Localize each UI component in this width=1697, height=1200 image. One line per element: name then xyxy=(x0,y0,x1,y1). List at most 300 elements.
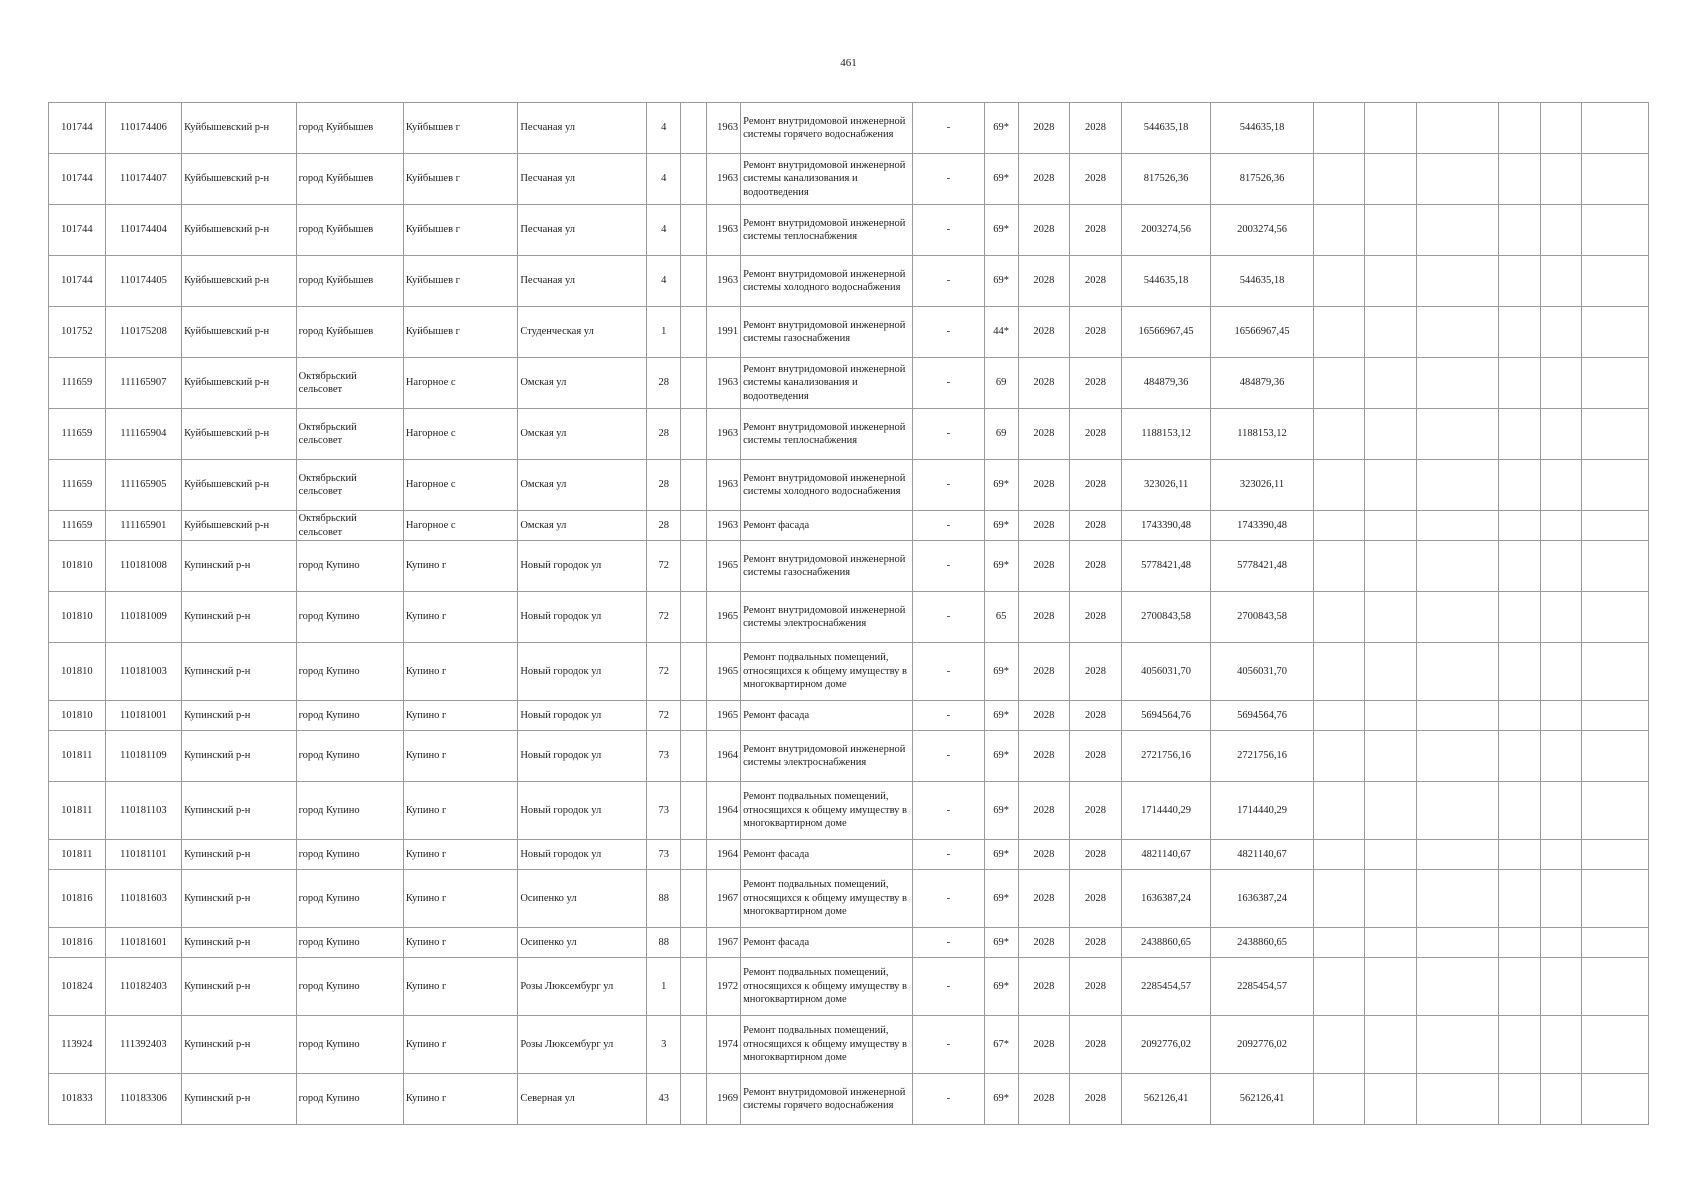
table-cell: 72 xyxy=(647,592,681,643)
table-cell: 1188153,12 xyxy=(1211,409,1313,460)
table-cell: 5694564,76 xyxy=(1121,701,1211,731)
table-cell: 110174405 xyxy=(105,256,181,307)
table-cell: 5778421,48 xyxy=(1211,541,1313,592)
table-cell: Ремонт внутридомовой инженерной системы электроснабжения xyxy=(741,592,913,643)
table-cell: 2028 xyxy=(1018,1016,1070,1074)
table-cell: 1714440,29 xyxy=(1121,782,1211,840)
empty-cell xyxy=(1313,958,1365,1016)
empty-cell xyxy=(1499,782,1540,840)
empty-cell xyxy=(1540,256,1581,307)
table-cell: 111659 xyxy=(49,358,106,409)
table-cell: - xyxy=(913,958,984,1016)
table-cell: Купинский р-н xyxy=(182,592,297,643)
table-cell: 101811 xyxy=(49,731,106,782)
empty-cell xyxy=(1365,1016,1417,1074)
empty-cell xyxy=(1416,840,1499,870)
table-cell: город Куйбышев xyxy=(296,307,403,358)
table-cell: 4056031,70 xyxy=(1121,643,1211,701)
table-cell: Ремонт подвальных помещений, относящихся к общему имуществу в многоквартирном доме xyxy=(741,1016,913,1074)
table-cell: 69 xyxy=(984,409,1018,460)
table-cell: 1636387,24 xyxy=(1211,870,1313,928)
table-cell: 110174407 xyxy=(105,154,181,205)
table-cell: город Куйбышев xyxy=(296,154,403,205)
table-cell: Осипенко ул xyxy=(518,928,647,958)
empty-cell xyxy=(1540,782,1581,840)
empty-cell xyxy=(1416,643,1499,701)
empty-cell xyxy=(1499,154,1540,205)
table-cell: 5694564,76 xyxy=(1211,701,1313,731)
empty-cell xyxy=(1313,782,1365,840)
table-cell: Песчаная ул xyxy=(518,103,647,154)
table-cell: 4 xyxy=(647,154,681,205)
table-cell: 544635,18 xyxy=(1211,103,1313,154)
table-cell xyxy=(681,592,707,643)
empty-cell xyxy=(1313,1074,1365,1125)
table-cell: 2028 xyxy=(1070,103,1122,154)
table-cell: 101744 xyxy=(49,205,106,256)
table-cell: Октябрьский сельсовет xyxy=(296,358,403,409)
table-row xyxy=(49,409,1649,460)
table-cell: - xyxy=(913,928,984,958)
table-cell: 69* xyxy=(984,731,1018,782)
table-cell: 110181601 xyxy=(105,928,181,958)
table-cell xyxy=(681,256,707,307)
table-cell: 101816 xyxy=(49,870,106,928)
empty-cell xyxy=(1365,782,1417,840)
table-cell: 2285454,57 xyxy=(1121,958,1211,1016)
table-cell: 2028 xyxy=(1018,731,1070,782)
table-cell: город Купино xyxy=(296,840,403,870)
table-cell: - xyxy=(913,701,984,731)
table-cell: 111392403 xyxy=(105,1016,181,1074)
table-cell: Ремонт внутридомовой инженерной системы электроснабжения xyxy=(741,731,913,782)
table-cell: 1963 xyxy=(707,103,741,154)
table-cell: 69* xyxy=(984,511,1018,541)
table-cell: 2028 xyxy=(1018,840,1070,870)
table-cell: 2028 xyxy=(1070,154,1122,205)
table-cell: Новый городок ул xyxy=(518,592,647,643)
table-cell: 28 xyxy=(647,460,681,511)
table-cell: 110181109 xyxy=(105,731,181,782)
table-cell: город Куйбышев xyxy=(296,103,403,154)
table-cell: 101752 xyxy=(49,307,106,358)
table-cell: Ремонт внутридомовой инженерной системы газоснабжения xyxy=(741,307,913,358)
empty-cell xyxy=(1499,103,1540,154)
empty-cell xyxy=(1365,205,1417,256)
table-cell: 2028 xyxy=(1070,928,1122,958)
table-cell: 88 xyxy=(647,870,681,928)
table-cell: 2028 xyxy=(1070,870,1122,928)
table-row xyxy=(49,256,1649,307)
table-cell: город Купино xyxy=(296,701,403,731)
table-row xyxy=(49,103,1649,154)
empty-cell xyxy=(1540,358,1581,409)
table-cell: Песчаная ул xyxy=(518,256,647,307)
empty-cell xyxy=(1313,592,1365,643)
table-cell: 1 xyxy=(647,307,681,358)
table-cell: 72 xyxy=(647,643,681,701)
empty-cell xyxy=(1365,460,1417,511)
table-cell: Купинский р-н xyxy=(182,840,297,870)
empty-cell xyxy=(1540,870,1581,928)
table-cell: Куйбышевский р-н xyxy=(182,409,297,460)
table-cell: 2028 xyxy=(1018,205,1070,256)
table-row xyxy=(49,154,1649,205)
table-cell: 484879,36 xyxy=(1121,358,1211,409)
empty-cell xyxy=(1365,256,1417,307)
empty-cell xyxy=(1540,731,1581,782)
table-cell: город Купино xyxy=(296,870,403,928)
table-cell: 1963 xyxy=(707,511,741,541)
table-cell: 1965 xyxy=(707,701,741,731)
table-cell: Ремонт внутридомовой инженерной системы канализования и водоотведения xyxy=(741,154,913,205)
table-cell: 2028 xyxy=(1018,307,1070,358)
table-row xyxy=(49,1016,1649,1074)
table-cell: 28 xyxy=(647,511,681,541)
table-cell: 1969 xyxy=(707,1074,741,1125)
table-cell: Ремонт подвальных помещений, относящихся к общему имуществу в многоквартирном доме xyxy=(741,643,913,701)
table-cell: - xyxy=(913,154,984,205)
table-cell: - xyxy=(913,1016,984,1074)
table-cell: 101810 xyxy=(49,592,106,643)
table-cell: - xyxy=(913,840,984,870)
capital-repair-table xyxy=(48,102,1649,1125)
table-cell: 2003274,56 xyxy=(1211,205,1313,256)
table-cell: Куйбышев г xyxy=(403,103,518,154)
table-cell: 1965 xyxy=(707,643,741,701)
empty-cell xyxy=(1313,870,1365,928)
table-cell: Ремонт внутридомовой инженерной системы горячего водоснабжения xyxy=(741,1074,913,1125)
table-cell: 3 xyxy=(647,1016,681,1074)
table-cell: город Купино xyxy=(296,592,403,643)
table-cell: 1963 xyxy=(707,460,741,511)
table-cell: 101811 xyxy=(49,840,106,870)
table-cell: Ремонт подвальных помещений, относящихся к общему имуществу в многоквартирном доме xyxy=(741,958,913,1016)
empty-cell xyxy=(1365,840,1417,870)
table-cell: 1636387,24 xyxy=(1121,870,1211,928)
table-cell: 110182403 xyxy=(105,958,181,1016)
table-cell: 544635,18 xyxy=(1121,103,1211,154)
table-cell: 2028 xyxy=(1070,731,1122,782)
empty-cell xyxy=(1313,643,1365,701)
empty-cell xyxy=(1540,701,1581,731)
table-cell: 2028 xyxy=(1018,928,1070,958)
table-cell: 2438860,65 xyxy=(1211,928,1313,958)
table-cell xyxy=(681,1074,707,1125)
table-cell: 110174406 xyxy=(105,103,181,154)
table-cell: Ремонт внутридомовой инженерной системы холодного водоснабжения xyxy=(741,460,913,511)
table-cell: Новый городок ул xyxy=(518,643,647,701)
empty-cell xyxy=(1581,592,1648,643)
empty-cell xyxy=(1313,701,1365,731)
table-cell: 2092776,02 xyxy=(1211,1016,1313,1074)
empty-cell xyxy=(1365,1074,1417,1125)
table-cell: 2700843,58 xyxy=(1211,592,1313,643)
table-cell: 1991 xyxy=(707,307,741,358)
empty-cell xyxy=(1581,358,1648,409)
table-cell: Куйбышев г xyxy=(403,205,518,256)
table-cell: 110175208 xyxy=(105,307,181,358)
table-cell: - xyxy=(913,358,984,409)
table-cell xyxy=(681,205,707,256)
table-cell: 1188153,12 xyxy=(1121,409,1211,460)
empty-cell xyxy=(1313,541,1365,592)
table-cell: - xyxy=(913,205,984,256)
table-cell: 2028 xyxy=(1070,511,1122,541)
table-cell xyxy=(681,731,707,782)
empty-cell xyxy=(1581,782,1648,840)
table-cell xyxy=(681,782,707,840)
empty-cell xyxy=(1313,103,1365,154)
table-row xyxy=(49,782,1649,840)
table-cell: 2028 xyxy=(1018,256,1070,307)
table-row xyxy=(49,358,1649,409)
empty-cell xyxy=(1416,958,1499,1016)
table-row xyxy=(49,840,1649,870)
empty-cell xyxy=(1581,840,1648,870)
table-cell: 1964 xyxy=(707,782,741,840)
table-cell: - xyxy=(913,592,984,643)
table-cell: 110183306 xyxy=(105,1074,181,1125)
table-cell: - xyxy=(913,643,984,701)
table-cell: Куйбышевский р-н xyxy=(182,511,297,541)
table-cell: Купинский р-н xyxy=(182,1016,297,1074)
table-row xyxy=(49,307,1649,358)
table-cell: - xyxy=(913,307,984,358)
table-cell: Студенческая ул xyxy=(518,307,647,358)
table-cell: Купино г xyxy=(403,731,518,782)
empty-cell xyxy=(1581,870,1648,928)
table-cell: Ремонт внутридомовой инженерной системы холодного водоснабжения xyxy=(741,256,913,307)
table-cell: 1743390,48 xyxy=(1211,511,1313,541)
empty-cell xyxy=(1416,870,1499,928)
table-cell xyxy=(681,701,707,731)
table-cell: Новый городок ул xyxy=(518,731,647,782)
table-cell: Нагорное с xyxy=(403,460,518,511)
empty-cell xyxy=(1499,256,1540,307)
table-cell: 817526,36 xyxy=(1121,154,1211,205)
table-cell: 1974 xyxy=(707,1016,741,1074)
table-cell: 69* xyxy=(984,154,1018,205)
empty-cell xyxy=(1416,307,1499,358)
table-cell: 101811 xyxy=(49,782,106,840)
table-cell: 72 xyxy=(647,701,681,731)
table-cell: - xyxy=(913,541,984,592)
table-cell: 16566967,45 xyxy=(1121,307,1211,358)
table-cell: Ремонт подвальных помещений, относящихся к общему имуществу в многоквартирном доме xyxy=(741,782,913,840)
table-cell: - xyxy=(913,1074,984,1125)
table-cell: Купинский р-н xyxy=(182,928,297,958)
table-cell xyxy=(681,358,707,409)
table-cell: Купинский р-н xyxy=(182,731,297,782)
table-cell: - xyxy=(913,870,984,928)
table-cell: 1 xyxy=(647,958,681,1016)
empty-cell xyxy=(1365,154,1417,205)
empty-cell xyxy=(1499,840,1540,870)
table-cell: 4821140,67 xyxy=(1211,840,1313,870)
table-cell: 1714440,29 xyxy=(1211,782,1313,840)
table-cell: Куйбышевский р-н xyxy=(182,256,297,307)
table-cell: Купино г xyxy=(403,928,518,958)
table-cell: 69* xyxy=(984,256,1018,307)
table-cell: 69* xyxy=(984,460,1018,511)
empty-cell xyxy=(1540,154,1581,205)
table-cell: Ремонт фасада xyxy=(741,928,913,958)
table-cell: Омская ул xyxy=(518,409,647,460)
table-cell: город Куйбышев xyxy=(296,256,403,307)
table-row xyxy=(49,958,1649,1016)
empty-cell xyxy=(1499,307,1540,358)
table-cell: 2028 xyxy=(1070,701,1122,731)
table-cell: - xyxy=(913,103,984,154)
table-cell: 88 xyxy=(647,928,681,958)
empty-cell xyxy=(1499,1074,1540,1125)
table-cell: Купинский р-н xyxy=(182,958,297,1016)
table-cell: 4 xyxy=(647,256,681,307)
table-cell: 73 xyxy=(647,840,681,870)
table-cell: 110181008 xyxy=(105,541,181,592)
table-cell: 2028 xyxy=(1018,460,1070,511)
empty-cell xyxy=(1540,460,1581,511)
table-row xyxy=(49,731,1649,782)
table-cell: Октябрьский сельсовет xyxy=(296,460,403,511)
table-cell xyxy=(681,511,707,541)
table-cell: 2028 xyxy=(1070,840,1122,870)
table-cell: 1967 xyxy=(707,870,741,928)
empty-cell xyxy=(1581,205,1648,256)
table-cell: 101810 xyxy=(49,701,106,731)
empty-cell xyxy=(1365,511,1417,541)
table-cell: город Купино xyxy=(296,643,403,701)
table-cell xyxy=(681,409,707,460)
table-cell: 2721756,16 xyxy=(1121,731,1211,782)
table-cell: Осипенко ул xyxy=(518,870,647,928)
table-cell: Омская ул xyxy=(518,358,647,409)
table-cell: Купино г xyxy=(403,541,518,592)
empty-cell xyxy=(1416,928,1499,958)
table-cell: 1963 xyxy=(707,409,741,460)
table-cell: 2028 xyxy=(1018,643,1070,701)
table-cell: - xyxy=(913,256,984,307)
table-cell: Нагорное с xyxy=(403,511,518,541)
table-cell: Нагорное с xyxy=(403,409,518,460)
empty-cell xyxy=(1416,409,1499,460)
table-cell: Ремонт внутридомовой инженерной системы теплоснабжения xyxy=(741,409,913,460)
table-cell: Купинский р-н xyxy=(182,870,297,928)
table-cell: Купинский р-н xyxy=(182,643,297,701)
table-cell: Куйбышевский р-н xyxy=(182,154,297,205)
empty-cell xyxy=(1499,358,1540,409)
table-cell: город Купино xyxy=(296,731,403,782)
empty-cell xyxy=(1416,592,1499,643)
empty-cell xyxy=(1416,1016,1499,1074)
table-cell: - xyxy=(913,511,984,541)
table-cell: Купинский р-н xyxy=(182,1074,297,1125)
empty-cell xyxy=(1313,358,1365,409)
table-cell: 2700843,58 xyxy=(1121,592,1211,643)
table-cell: - xyxy=(913,731,984,782)
table-cell: 28 xyxy=(647,358,681,409)
table-cell: 2028 xyxy=(1070,541,1122,592)
table-row xyxy=(49,928,1649,958)
table-cell: 73 xyxy=(647,782,681,840)
empty-cell xyxy=(1365,701,1417,731)
empty-cell xyxy=(1499,870,1540,928)
table-cell: 1963 xyxy=(707,256,741,307)
table-cell: Купино г xyxy=(403,592,518,643)
table-cell: 65 xyxy=(984,592,1018,643)
table-cell: город Купино xyxy=(296,958,403,1016)
empty-cell xyxy=(1313,511,1365,541)
table-cell: 69* xyxy=(984,870,1018,928)
table-cell: 67* xyxy=(984,1016,1018,1074)
table-cell: 101810 xyxy=(49,541,106,592)
table-cell: 110181009 xyxy=(105,592,181,643)
empty-cell xyxy=(1365,358,1417,409)
empty-cell xyxy=(1365,592,1417,643)
table-cell: город Куйбышев xyxy=(296,205,403,256)
table-cell: 817526,36 xyxy=(1211,154,1313,205)
table-cell: 544635,18 xyxy=(1121,256,1211,307)
table-cell: Новый городок ул xyxy=(518,782,647,840)
table-cell: Розы Люксембург ул xyxy=(518,1016,647,1074)
table-cell: 43 xyxy=(647,1074,681,1125)
table-cell: 2028 xyxy=(1070,358,1122,409)
empty-cell xyxy=(1499,511,1540,541)
empty-cell xyxy=(1365,103,1417,154)
empty-cell xyxy=(1313,205,1365,256)
table-cell: город Купино xyxy=(296,782,403,840)
table-cell: 1972 xyxy=(707,958,741,1016)
table-cell: Куйбышев г xyxy=(403,307,518,358)
table-cell: Ремонт внутридомовой инженерной системы теплоснабжения xyxy=(741,205,913,256)
table-cell: 69* xyxy=(984,701,1018,731)
empty-cell xyxy=(1499,701,1540,731)
table-cell xyxy=(681,928,707,958)
table-cell: 2028 xyxy=(1070,592,1122,643)
table-cell: 1964 xyxy=(707,840,741,870)
empty-cell xyxy=(1416,782,1499,840)
table-cell: Купино г xyxy=(403,1016,518,1074)
table-cell: 16566967,45 xyxy=(1211,307,1313,358)
empty-cell xyxy=(1581,701,1648,731)
table-cell: Купинский р-н xyxy=(182,541,297,592)
table-cell: 2028 xyxy=(1070,1016,1122,1074)
empty-cell xyxy=(1540,307,1581,358)
empty-cell xyxy=(1365,928,1417,958)
table-cell: 2285454,57 xyxy=(1211,958,1313,1016)
table-cell: 111165905 xyxy=(105,460,181,511)
empty-cell xyxy=(1499,409,1540,460)
table-cell: 110181101 xyxy=(105,840,181,870)
table-cell: 101833 xyxy=(49,1074,106,1125)
empty-cell xyxy=(1416,154,1499,205)
empty-cell xyxy=(1416,460,1499,511)
table-cell xyxy=(681,307,707,358)
table-cell: 110181603 xyxy=(105,870,181,928)
table-cell: 1963 xyxy=(707,205,741,256)
table-cell: Песчаная ул xyxy=(518,154,647,205)
empty-cell xyxy=(1416,1074,1499,1125)
empty-cell xyxy=(1540,592,1581,643)
table-cell: 111659 xyxy=(49,511,106,541)
table-cell: 69* xyxy=(984,1074,1018,1125)
table-cell: 69* xyxy=(984,541,1018,592)
table-row xyxy=(49,1074,1649,1125)
empty-cell xyxy=(1581,256,1648,307)
table-cell: Купино г xyxy=(403,701,518,731)
table-cell: 69* xyxy=(984,103,1018,154)
